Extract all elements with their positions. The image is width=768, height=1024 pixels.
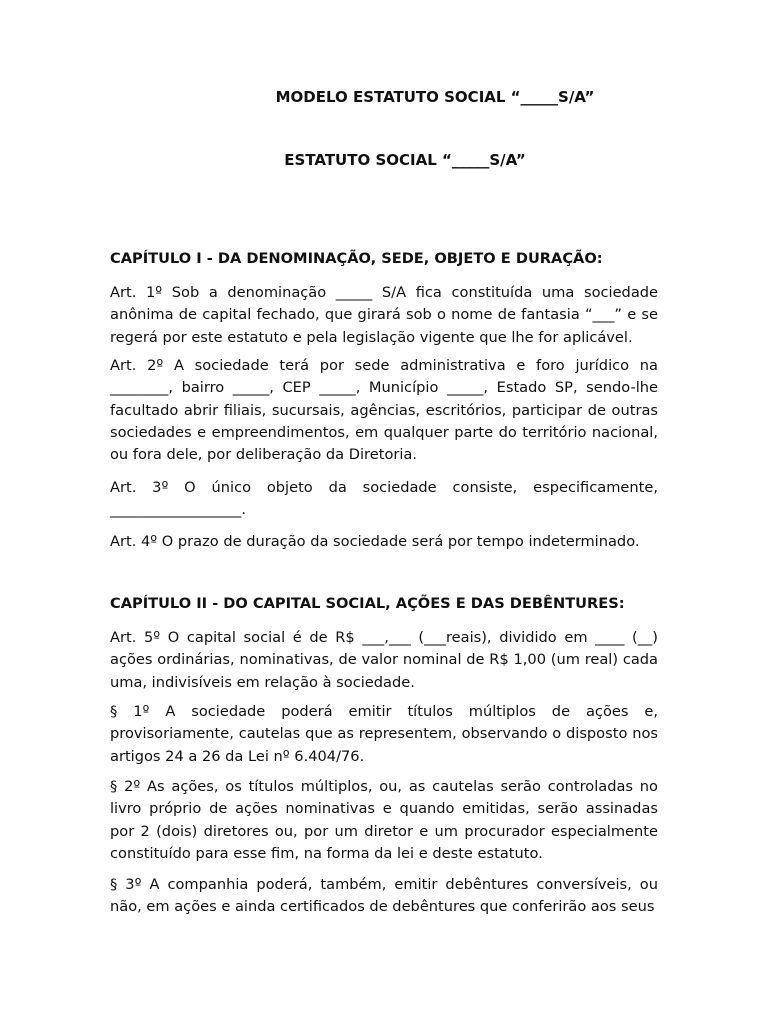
article-1: Art. 1º Sob a denominação _____ S/A fica constituída uma sociedade anônima de capital fechado, que girará sob o nome de fantasia “___” e se regerá por este estatuto e pela legislação vigente que lhe for aplicável.	[110, 284, 658, 346]
document-title: MODELO ESTATUTO SOCIAL “_____S/A”	[275, 88, 595, 106]
article-3: Art. 3º O único objeto da sociedade consiste, especificamente, __________________.	[110, 479, 658, 519]
article-5: Art. 5º O capital social é de R$ ___,___ (___reais), dividido em ____ (__) ações ordinárias, nominativas, de valor nominal de R$ 1,00 (um real) cada uma, indivisíveis em relação à sociedade.	[110, 629, 658, 691]
article-5-paragraph-1: § 1º A sociedade poderá emitir títulos múltiplos de ações e, provisoriamente, cautelas que as representem, observando o disposto nos artigos 24 a 26 da Lei nº 6.404/76.	[110, 703, 658, 765]
chapter-1-heading: CAPÍTULO I - DA DENOMINAÇÃO, SEDE, OBJETO E DURAÇÃO:	[110, 250, 603, 267]
article-5-paragraph-3: § 3º A companhia poderá, também, emitir debêntures conversíveis, ou não, em ações e ainda certificados de debêntures que conferirão aos seus	[110, 876, 658, 916]
article-5-paragraph-2: § 2º As ações, os títulos múltiplos, ou, as cautelas serão controladas no livro próprio de ações nominativas e quando emitidas, serão assinadas por 2 (dois) diretores ou, por um diretor e um procurador especialmente constituído para esse fim, na forma da lei e deste estatuto.	[110, 778, 658, 862]
article-2: Art. 2º A sociedade terá por sede administrativa e foro jurídico na ________, bairro _____, CEP _____, Município _____, Estado SP, sendo-lhe facultado abrir filiais, sucursais, agências, escritórios, participar de outras sociedades e empreendimentos, em qualquer parte do território nacional, ou fora dele, por deliberação da Diretoria.	[110, 357, 658, 464]
article-4: Art. 4º O prazo de duração da sociedade será por tempo indeterminado.	[110, 533, 640, 550]
statute-title: ESTATUTO SOCIAL “_____S/A”	[284, 151, 526, 169]
chapter-2-heading: CAPÍTULO II - DO CAPITAL SOCIAL, AÇÕES E DAS DEBÊNTURES:	[110, 595, 625, 612]
